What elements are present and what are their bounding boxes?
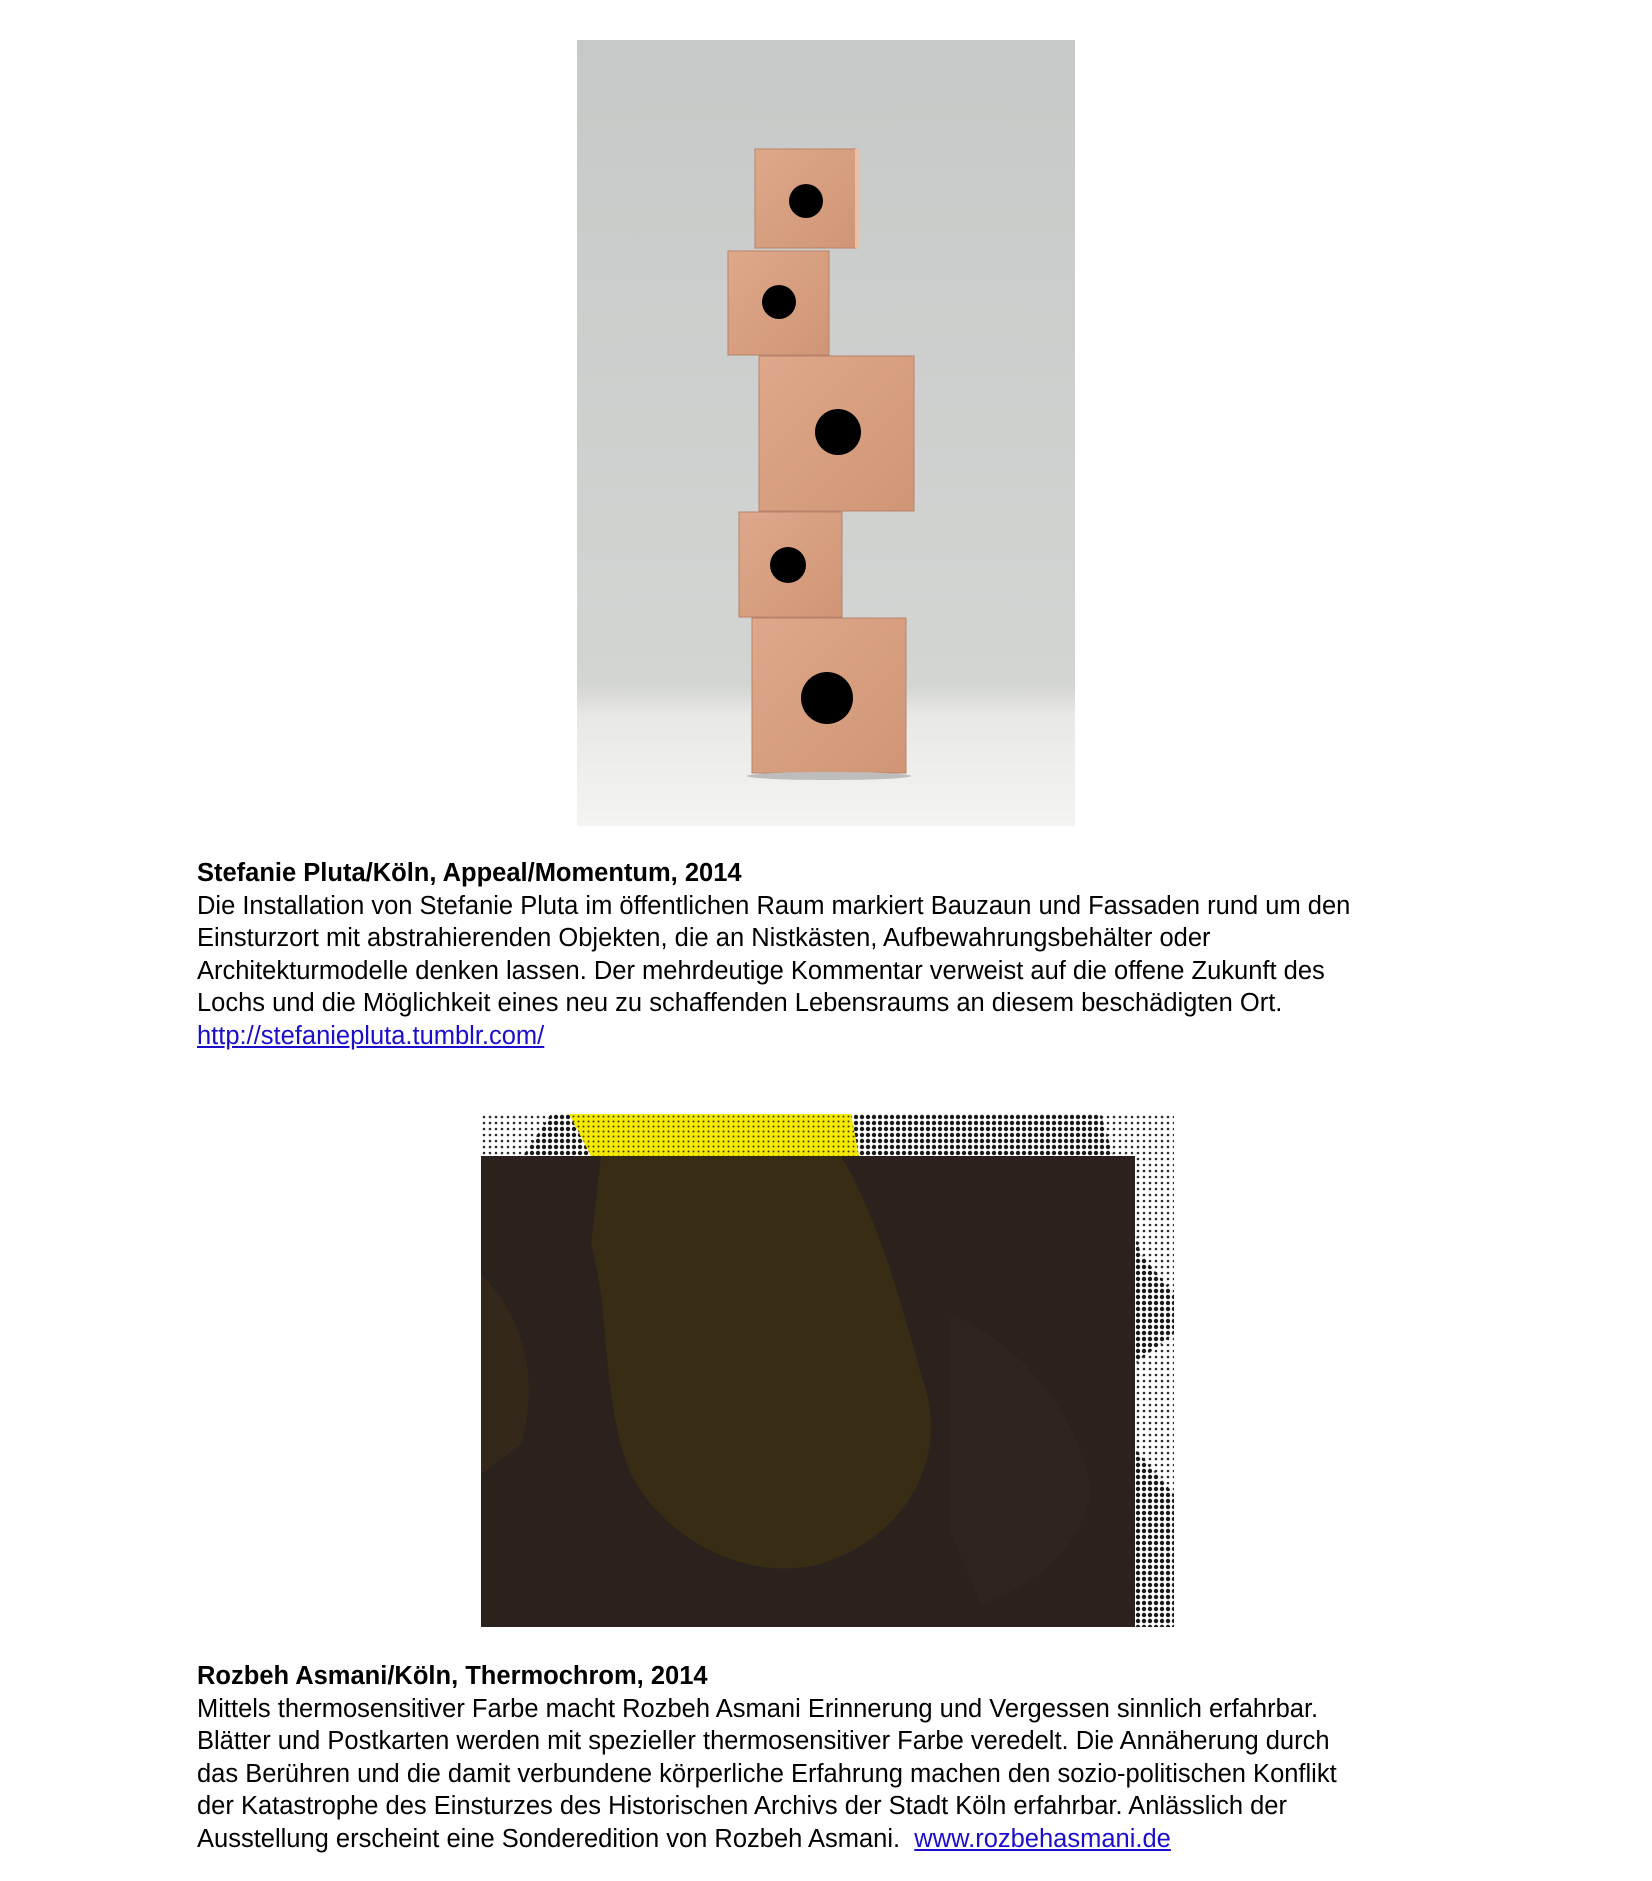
description-line: Architekturmodelle denken lassen. Der mehrdeutige Kommentar verweist auf die offene Zukunft des	[197, 956, 1325, 985]
description-line: Einsturzort mit abstrahierenden Objekten, die an Nistkästen, Aufbewahrungsbehälter oder	[197, 924, 1211, 953]
thermochrom-print-image	[481, 1114, 1174, 1627]
stacked-wooden-cubes-photo	[577, 40, 1075, 826]
artwork-caption-asmani	[197, 1660, 1497, 1856]
description-line: das Berühren und die damit verbundene körperliche Erfahrung machen den sozio-politischen Konflikt	[197, 1759, 1337, 1788]
artist-website-link[interactable]: www.rozbehasmani.de	[914, 1824, 1171, 1853]
description-line: Die Installation von Stefanie Pluta im öffentlichen Raum markiert Bauzaun und Fassaden rund um den	[197, 891, 1351, 920]
description-line: Mittels thermosensitiver Farbe macht Rozbeh Asmani Erinnerung und Vergessen sinnlich erfahrbar.	[197, 1694, 1319, 1723]
artist-website-link[interactable]: http://stefaniepluta.tumblr.com/	[197, 1021, 545, 1050]
artwork-title: Rozbeh Asmani/Köln, Thermochrom, 2014	[197, 1662, 708, 1690]
description-line: Ausstellung erscheint eine Sonderedition von Rozbeh Asmani.	[197, 1824, 901, 1853]
artwork-title: Stefanie Pluta/Köln, Appeal/Momentum, 2014	[197, 859, 742, 887]
description-line: Blätter und Postkarten werden mit spezieller thermosensitiver Farbe veredelt. Die Annäherung durch	[197, 1727, 1330, 1756]
description-line: Lochs und die Möglichkeit eines neu zu schaffenden Lebensraums an diesem beschädigten Ort.	[197, 989, 1283, 1018]
description-line: der Katastrophe des Einsturzes des Historischen Archivs der Stadt Köln erfahrbar. Anlässlich der	[197, 1792, 1287, 1821]
artwork-caption-pluta	[197, 857, 1497, 1053]
